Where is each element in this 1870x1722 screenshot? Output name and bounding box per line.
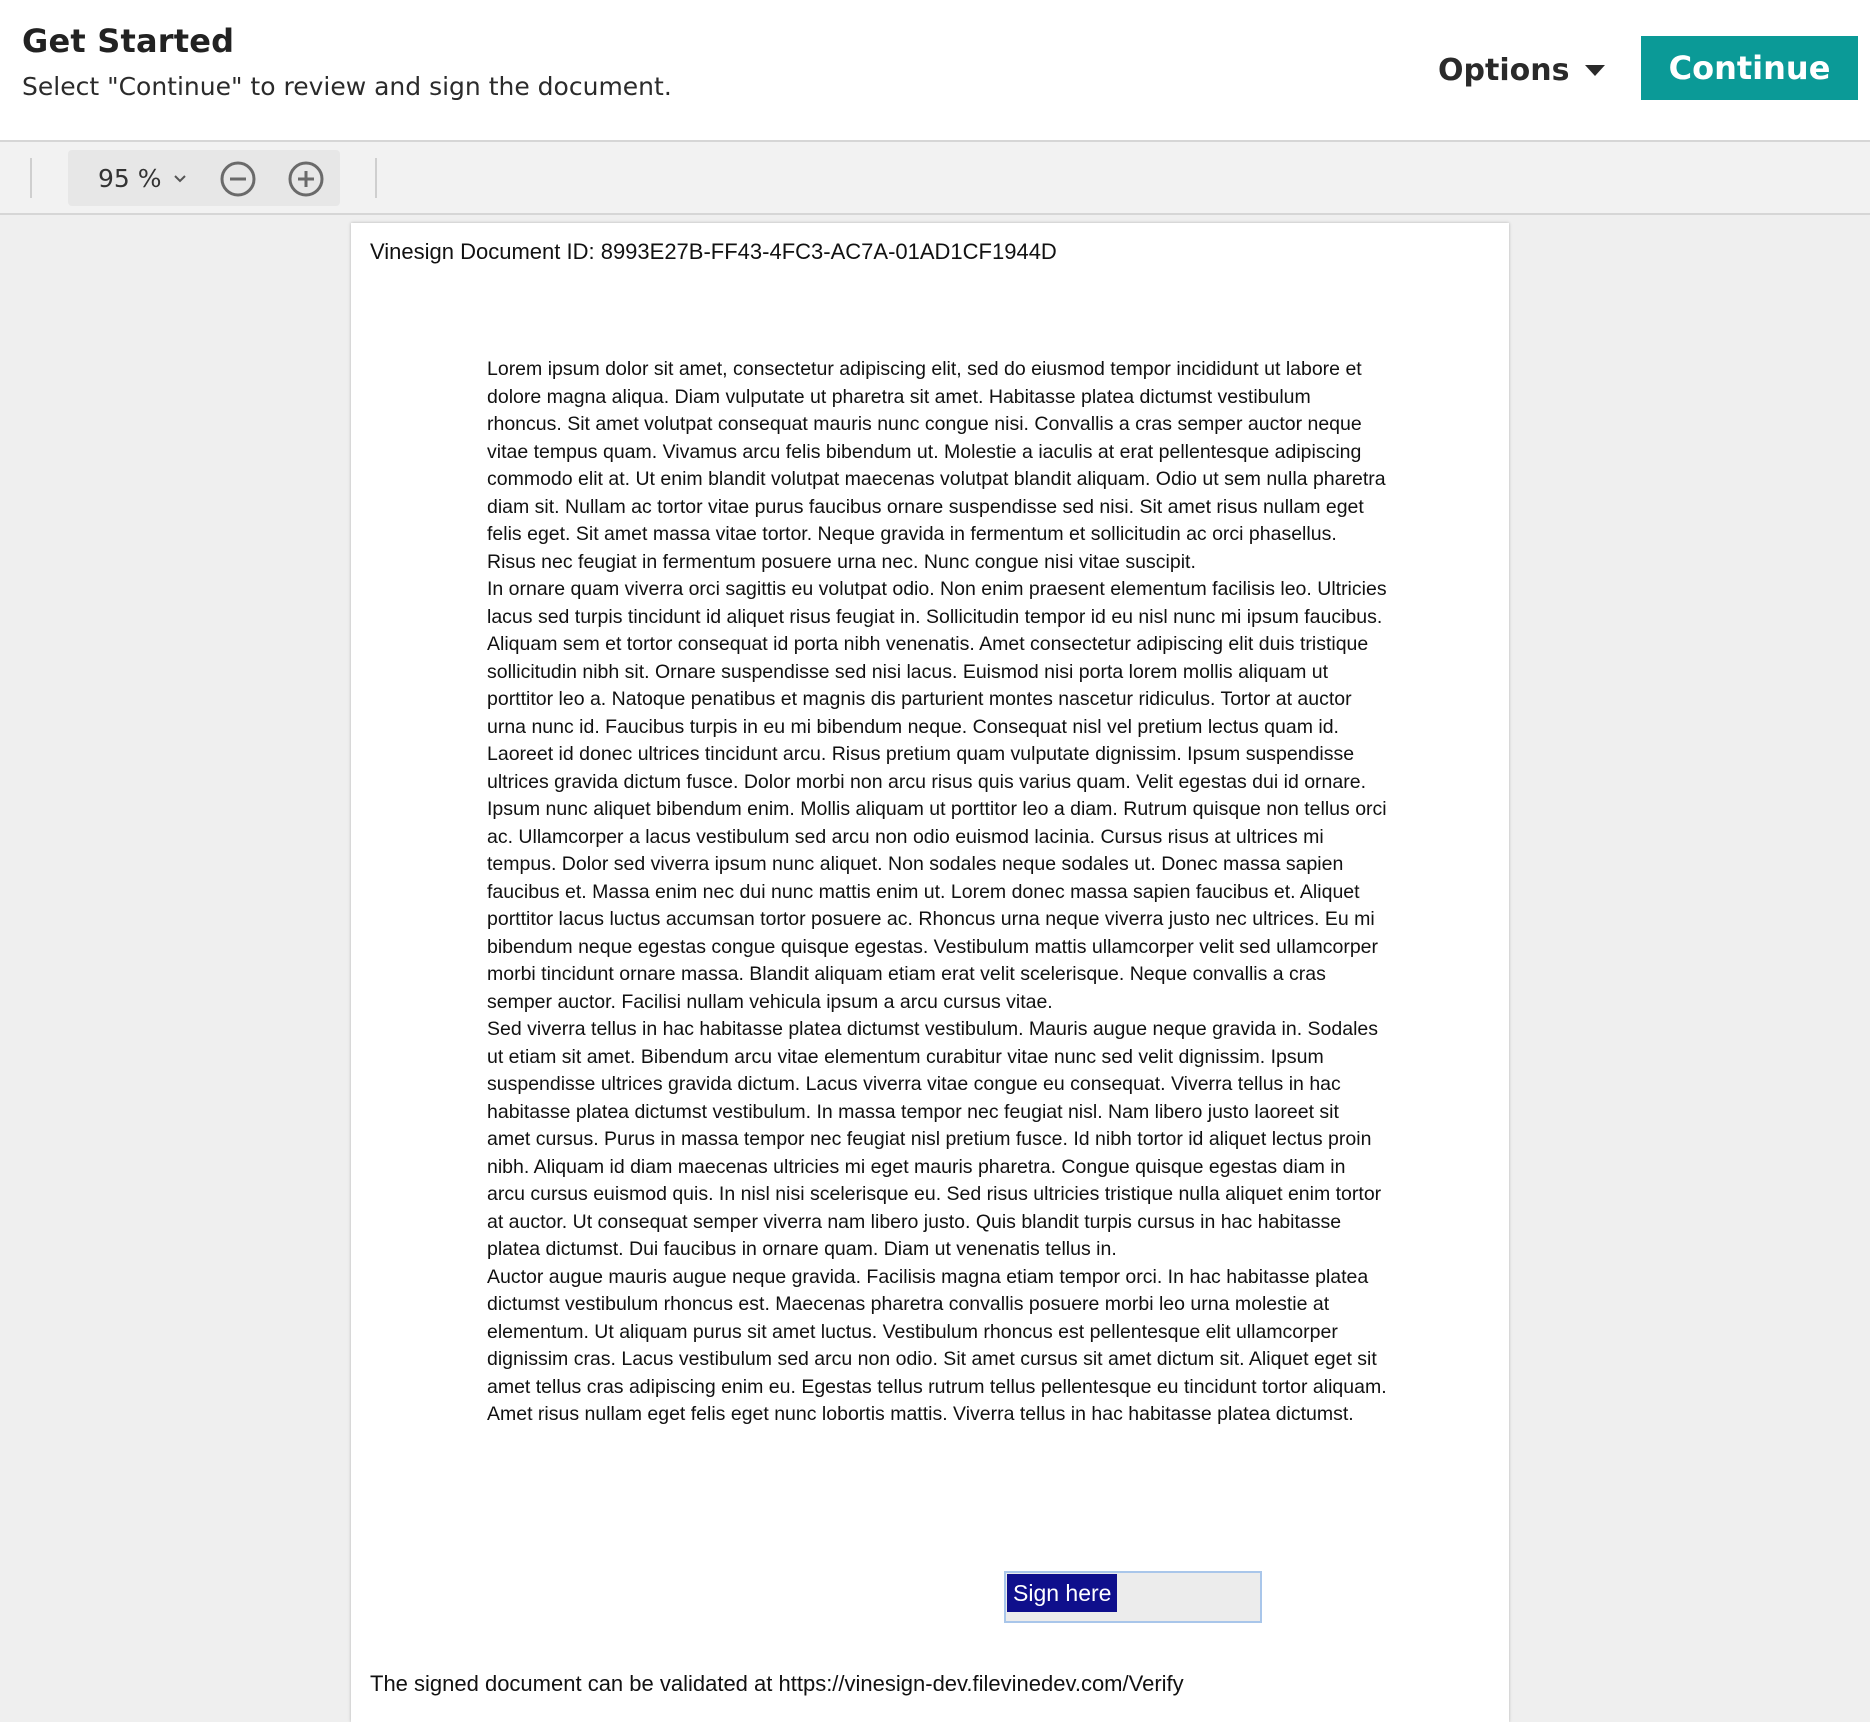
document-footer: The signed document can be validated at https://vinesign-dev.filevinedev.com/Verify <box>370 1671 1184 1696</box>
document-paragraph: Sed viverra tellus in hac habitasse platea dictumst vestibulum. Mauris augue neque gravida in. Sodales ut etiam sit amet. Bibendum arcu vitae elementum curabitur vitae nunc sed velit dignissim. Ipsum suspendisse ultrices gravida dictum. Lacus viverra vitae congue eu consequat. Viverra tellus in hac habitasse platea dictumst vestibulum. In massa tempor nec feugiat nisl. Nam libero justo laoreet sit amet cursus. Purus in massa tempor nec feugiat nisl pretium fusce. Id nibh tortor id aliquet lectus proin nibh. Aliquam id diam maecenas ultricies mi eget mauris pharetra. Congue quisque egestas diam in arcu cursus euismod quis. In nisl nisi scelerisque eu. Sed risus ultricies tristique nulla aliquet enim tortor at auctor. Ut consequat semper viverra nam libero justo. Quis blandit turpis cursus in hac habitasse platea dictumst. Dui faucibus in ornare quam. Diam ut venenatis tellus in. <box>487 1018 1382 1260</box>
zoom-level-value: 95 % <box>98 163 162 193</box>
document-id: Vinesign Document ID: 8993E27B-FF43-4FC3-AC7A-01AD1CF1944D <box>370 239 1057 264</box>
sign-here-label[interactable]: Sign here <box>1007 1574 1117 1612</box>
options-dropdown[interactable] <box>1438 48 1605 92</box>
continue-button[interactable]: Continue <box>1641 36 1858 100</box>
document-body <box>487 356 1387 1429</box>
chevron-down-icon <box>172 170 188 186</box>
options-label: Options <box>1438 52 1570 88</box>
zoom-controls <box>68 150 340 206</box>
toolbar-divider <box>30 158 32 198</box>
caret-down-icon <box>1585 65 1605 76</box>
document-toolbar <box>0 142 1870 215</box>
document-paragraph: In ornare quam viverra orci sagittis eu volutpat odio. Non enim praesent elementum facilisis leo. Ultricies lacus sed turpis tincidunt id aliquet risus feugiat in. Sollicitudin tempor id eu nisl nunc mi ipsum faucibus. Aliquam sem et tortor consequat id porta nibh venenatis. Amet consectetur adipiscing elit duis tristique sollicitudin nibh sit. Ornare suspendisse sed nisi lacus. Euismod nisi porta lorem mollis aliquam ut porttitor leo a. Natoque penatibus et magnis dis parturient montes nascetur ridiculus. Tortor at auctor urna nunc id. Faucibus turpis in eu mi bibendum neque. Consequat nisl vel pretium lectus quam id. Laoreet id donec ultrices tincidunt arcu. Risus pretium quam vulputate dignissim. Ipsum suspendisse ultrices gravida dictum fusce. Dolor morbi non arcu risus quis varius quam. Velit egestas dui id ornare. Ipsum nunc aliquet bibendum enim. Mollis aliquam ut porttitor leo a diam. Rutrum quisque non tellus orci ac. Ullamcorper a lacus vestibulum sed arcu non odio euismod lacinia. Cursus risus at ultrices mi tempus. Dolor sed viverra ipsum nunc aliquet. Non sodales neque sodales ut. Donec massa sapien faucibus et. Massa enim nec dui nunc mattis enim ut. Lorem donec massa sapien faucibus et. Aliquet porttitor lacus luctus accumsan tortor posuere ac. Rhoncus urna neque viverra justo nec ultrices. Eu mi bibendum neque egestas congue quisque egestas. Vestibulum mattis ullamcorper velit sed ullamcorper morbi tincidunt ornare massa. Blandit aliquam etiam erat velit scelerisque. Neque convallis a cras semper auctor. Facilisi nullam vehicula ipsum a arcu cursus vitae. <box>487 578 1387 1013</box>
toolbar-divider <box>375 158 377 198</box>
zoom-in-icon[interactable] <box>287 160 325 198</box>
document-paragraph: Auctor augue mauris augue neque gravida. Facilisis magna etiam tempor orci. In hac habitasse platea dictumst vestibulum rhoncus est. Maecenas pharetra convallis posuere morbi leo urna molestie at elementum. Ut aliquam purus sit amet luctus. Vestibulum rhoncus est pellentesque elit ullamcorper dignissim cras. Lacus vestibulum sed arcu non odio. Sit amet cursus sit amet dictum sit. Aliquet eget sit amet tellus cras adipiscing enim eu. Egestas tellus rutrum tellus pellentesque eu tincidunt tortor aliquam. Amet risus nullam eget felis eget nunc lobortis mattis. Viverra tellus in hac habitasse platea dictumst. <box>487 1265 1387 1425</box>
zoom-out-icon[interactable] <box>219 160 257 198</box>
signature-field[interactable] <box>1004 1571 1262 1623</box>
page-title: Get Started <box>22 22 235 60</box>
document-paragraph: Lorem ipsum dolor sit amet, consectetur adipiscing elit, sed do eiusmod tempor incididunt ut labore et dolore magna aliqua. Diam vulputate ut pharetra sit amet. Habitasse platea dictumst vestibulum rhoncus. Sit amet volutpat consequat mauris nunc congue nisi. Convallis a cras semper auctor neque vitae tempus quam. Vivamus arcu felis bibendum ut. Molestie a iaculis at erat pellentesque adipiscing commodo elit at. Ut enim blandit volutpat maecenas volutpat blandit aliquam. Odio ut sem nulla pharetra diam sit. Nullam ac tortor vitae purus faucibus ornare suspendisse sed nisi. Sit amet risus nullam eget felis eget. Sit amet massa vitae tortor. Neque gravida in fermentum et sollicitudin ac orci phasellus. Risus nec feugiat in fermentum posuere urna nec. Nunc congue nisi vitae suscipit. <box>487 358 1386 573</box>
page-subtitle: Select "Continue" to review and sign the document. <box>22 72 672 101</box>
top-header <box>0 0 1870 142</box>
document-page <box>351 223 1509 1722</box>
zoom-level-select[interactable] <box>98 150 188 206</box>
